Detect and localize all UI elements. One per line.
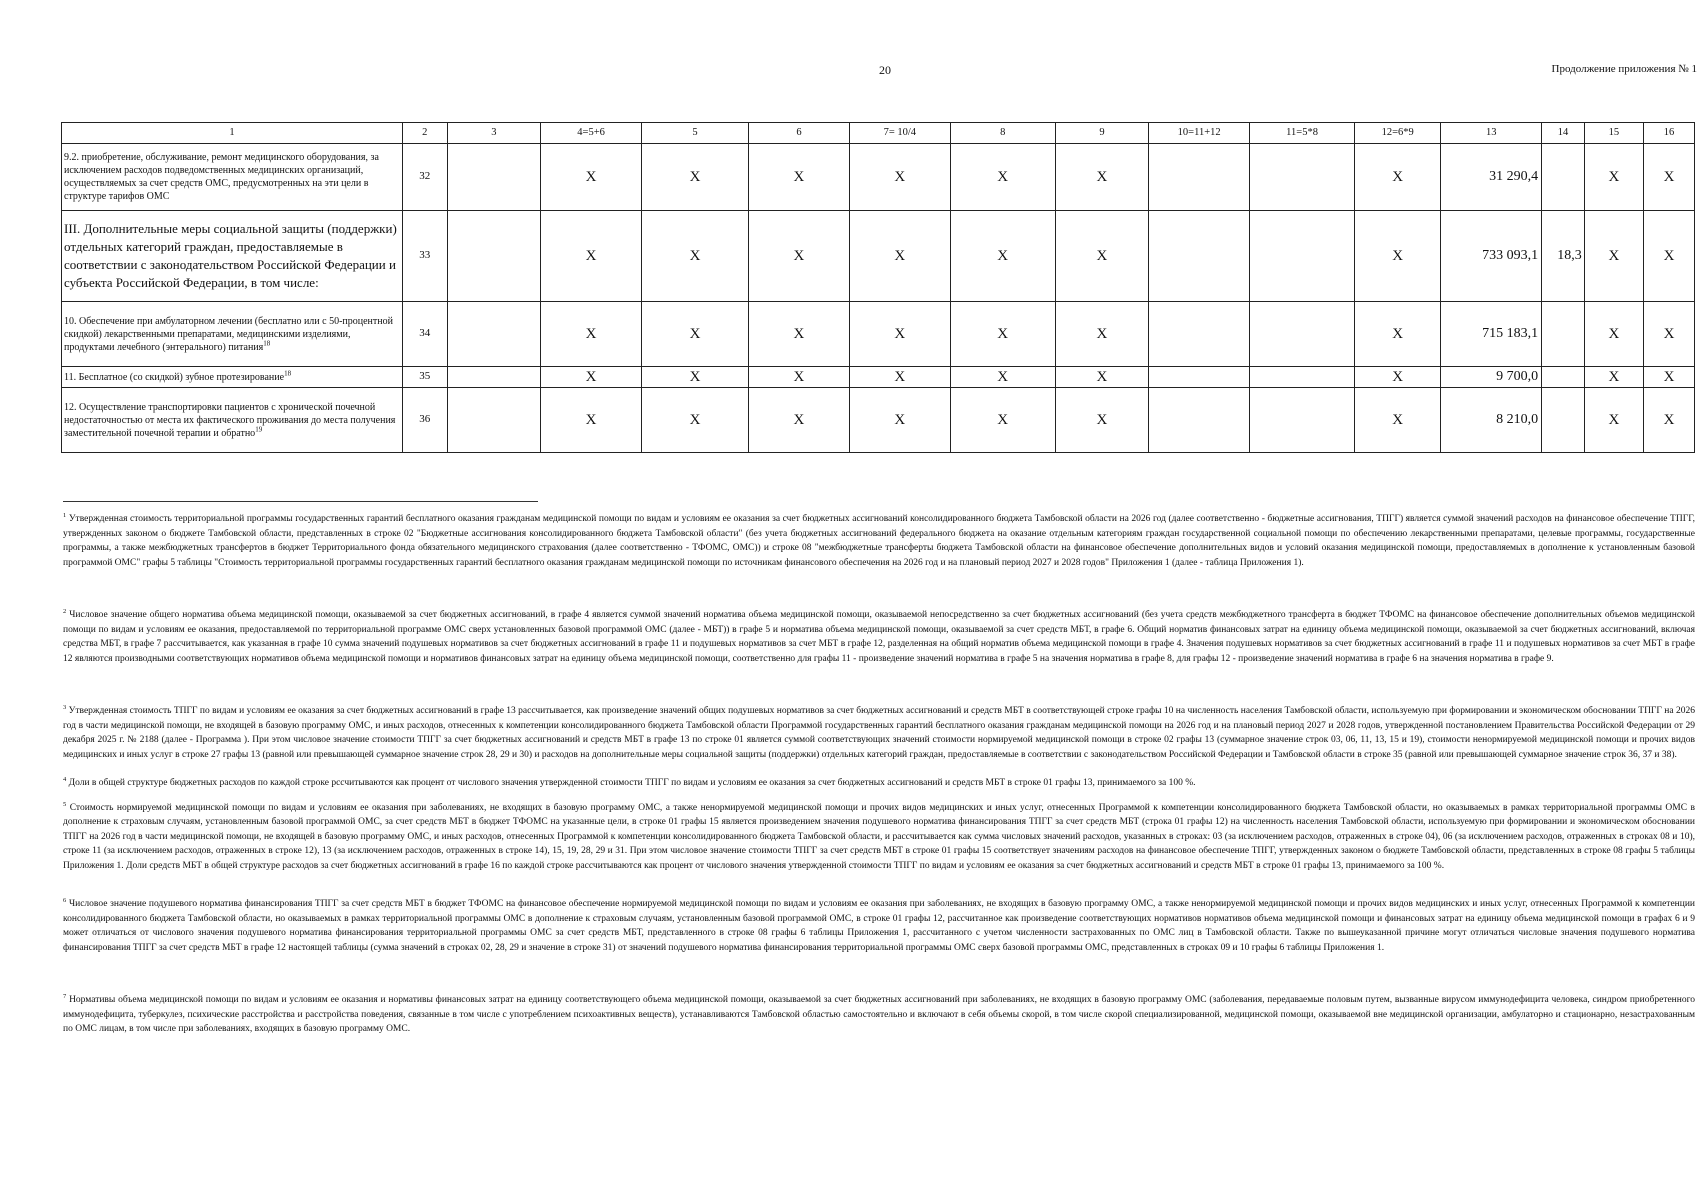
cell xyxy=(1149,388,1250,453)
cell xyxy=(1149,144,1250,211)
cell xyxy=(447,144,541,211)
cell-share xyxy=(1542,388,1585,453)
row-label: 12. Осуществление транспортировки пациентов с хронической почечной недостаточностью от места их фактического проживания до места получения заместительной почечной терапии и обратно$^{19}$ xyxy=(62,388,403,453)
cell-line-number: 32 xyxy=(402,144,447,211)
footnote xyxy=(63,776,1695,791)
cell: X xyxy=(541,144,642,211)
column-header: 11=5*8 xyxy=(1250,123,1355,144)
table-row xyxy=(62,388,1695,453)
cell-line-number: 34 xyxy=(402,302,447,367)
column-header: 3 xyxy=(447,123,541,144)
cell: X xyxy=(1055,144,1149,211)
cell: X xyxy=(749,144,850,211)
cell xyxy=(447,302,541,367)
column-header: 2 xyxy=(402,123,447,144)
cell: X xyxy=(749,367,850,388)
footnote xyxy=(63,704,1695,762)
cell-amount: 733 093,1 xyxy=(1441,211,1542,302)
cell: X xyxy=(849,388,950,453)
footnote-ref: 18 xyxy=(284,369,292,378)
cell: X xyxy=(541,211,642,302)
cell xyxy=(1250,302,1355,367)
cell: X xyxy=(1644,144,1695,211)
column-header: 16 xyxy=(1644,123,1695,144)
footnote-text: Утвержденная стоимость территориальной программы государственных гарантий бесплатного оказания гражданам медицинской помощи по видам и условиям ее оказания за счет бюджетных ассигнований консолидированного бюджета Тамбовской области на 2026 год (далее соответственно - бюджетные ассигнования, ТПГГ) является суммой значений расходов на финансовое обеспечение ТПГГ, утвержденных законом о бюджете Тамбовской области, представленных в строке 02 "Бюджетные ассигнования консолидированного бюджета Тамбовской области" (без учета бюджетных ассигнований федерального бюджета на оказание отдельным категориям граждан государственной социальной помощи по обеспечению лекарственными препаратами, целевые программы, государственные программы, а также межбюджетных трансфертов в бюджет Территориального фонда обязательного медицинского страхования (далее соответственно - ТФОМС, ОМС)) и строке 08 "межбюджетные трансферты бюджета Тамбовской области на финансовое обеспечение дополнительных видов и условий оказания медицинской помощи, предоставляемых в дополнение к установленным базовой программой ОМС" графы 5 таблицы "Стоимость территориальной программы государственных гарантий бесплатного оказания гражданам медицинской помощи по источникам финансового обеспечения на 2026 год и на плановый период 2027 и 2028 годов" Приложения 1 (далее - таблица Приложения 1). xyxy=(63,514,1696,568)
table-row xyxy=(62,367,1695,388)
cell: X xyxy=(642,388,749,453)
cell: X xyxy=(950,211,1055,302)
cell: X xyxy=(541,302,642,367)
column-header: 5 xyxy=(642,123,749,144)
footnote xyxy=(63,512,1695,570)
cell-share xyxy=(1542,144,1585,211)
cell-line-number: 36 xyxy=(402,388,447,453)
cell: X xyxy=(642,211,749,302)
column-header: 14 xyxy=(1542,123,1585,144)
cell xyxy=(447,388,541,453)
cell: X xyxy=(1644,302,1695,367)
cell: X xyxy=(1355,388,1441,453)
cell: X xyxy=(1644,211,1695,302)
cell: X xyxy=(1055,367,1149,388)
cell: X xyxy=(849,144,950,211)
cell xyxy=(1250,211,1355,302)
cell xyxy=(1250,144,1355,211)
footnote-text: Утвержденная стоимость ТПГГ по видам и условиям ее оказания за счет бюджетных ассигнований в графе 13 рассчитывается, как произведение значений общих подушевых нормативов за счет бюджетных ассигнований и средств МБТ в соответствующей строке графы 10 на численность населения Тамбовской области, используемую при формировании и экономическом обосновании ТПГГ на 2026 год в части медицинской помощи, не входящей в базовую программу ОМС, и иных расходов, отнесенных к компетенции консолидированного бюджета Тамбовской области Программой государственных гарантий бесплатного оказания гражданам медицинской помощи на 2026 год и на плановый период 2027 и 2028 годов, утвержденной постановлением Правительства Российской Федерации от 29 декабря 2025 г. № 2188 (далее - Программа ). При этом числовое значение стоимости ТПГГ за счет бюджетных ассигнований и средств МБТ в графе 13 по строке 01 является суммой соответствующих значений стоимости нормируемой медицинской помощи в строке 02 графы 13 (суммарное значение строк 03, 06, 11, 13, 15 и 19), стоимости ненормируемой медицинской помощи и прочих видов медицинских и иных услуг в строке 27 графы 13 (равной или превышающей суммарное значение строк 28, 29 и 30) и расходов на дополнительные меры социальной защиты (поддержки) отдельных категорий граждан, предоставляемые в соответствии с законодательством Российской Федерации и Тамбовской области в строке 35 (равной или превышающей суммарное значение строк 36, 37 и 38). xyxy=(63,706,1695,760)
cell: X xyxy=(1584,302,1643,367)
cell: X xyxy=(1355,367,1441,388)
cell: X xyxy=(950,367,1055,388)
page-number: 20 xyxy=(879,63,891,77)
cell xyxy=(1250,388,1355,453)
table-row xyxy=(62,211,1695,302)
table-header-row xyxy=(62,123,1695,144)
column-header: 6 xyxy=(749,123,850,144)
cell: X xyxy=(849,302,950,367)
cell-amount: 31 290,4 xyxy=(1441,144,1542,211)
cell: X xyxy=(1644,388,1695,453)
cell: X xyxy=(642,144,749,211)
cell: X xyxy=(642,367,749,388)
footnote-text: Стоимость нормируемой медицинской помощи по видам и условиям ее оказания при заболеваниях, не входящих в базовую программу ОМС, а также ненормируемой медицинской помощи и прочих видов медицинских и иных услуг, отнесенных Программой к компетенции консолидированного бюджета Тамбовской области, но оказываемых в рамках территориальной программы ОМС в дополнение к страховым случаям, установленным базовой программой ОМС, за счет средств МБТ в бюджет ТФОМС на указанные цели, в строке 01 графы 15 является произведением значения подушевого норматива финансирования ТПГГ за счет средств МБТ (строка 01 графы 12) на численность населения Тамбовской области, используемую при формировании и экономическом обосновании ТПГГ на 2026 год в части медицинской помощи, не входящей в базовую программу ОМС, и иных расходов, отнесенных Программой к компетенции консолидированного бюджета Тамбовской области, и рассчитывается как сумма числовых значений расходов, указанных в строках: 03 (за исключением расходов, отраженных в строке 04), 06 (за исключением расходов, отраженных в строках 08 и 10), строке 11 (за исключением расходов, отраженных в строке 12), 13 (за исключением расходов, отраженных в строке 14), 15, 19, 28, 29 и 31. При этом числовое значение стоимости ТПГГ за счет средств МБТ в строке 01 графы 15 соответствует значениям расходов на финансовое обеспечение ТПГГ, утвержденных законом о бюджете Тамбовской области, представленных в строке 08 графы 5 таблицы Приложения 1. Доли средств МБТ в общей структуре расходов за счет бюджетных ассигнований в графе 16 по каждой строке рассчитываются как процент от числового значения утвержденной стоимости ТПГГ по видам и условиям ее оказания за счет бюджетных ассигнований и средств МБТ в строке 01 графы 13, принимаемого за 100 %. xyxy=(63,802,1695,871)
cell xyxy=(1250,367,1355,388)
cell-line-number: 35 xyxy=(402,367,447,388)
row-label: III. Дополнительные меры социальной защиты (поддержки) отдельных категорий граждан, предоставляемые в соответствии с законодательством Российской Федерации и субъекта Российской Федерации, в том числе: xyxy=(62,211,403,302)
cell: X xyxy=(749,211,850,302)
cell xyxy=(447,211,541,302)
cell: X xyxy=(1355,144,1441,211)
column-header: 10=11+12 xyxy=(1149,123,1250,144)
footnote-text: Числовое значение общего норматива объема медицинской помощи, оказываемой за счет бюджетных ассигнований, в графе 4 является суммой значений норматива объема медицинской помощи, оказываемой непосредственно за счет бюджетных ассигнований (без учета средств межбюджетного трансферта в бюджет ТФОМС на финансовое обеспечение дополнительных объемов медицинской помощи по видам и условиям ее оказания, предоставляемой по территориальной программе ОМС сверх установленных базовой программой ОМС (далее - МБТ)) в графе 5 и норматива объема медицинской помощи, оказываемой за счет средств МБТ, в графе 6. Общий норматив финансовых затрат на единицу объема медицинской помощи, оказываемой за счет бюджетных ассигнований, включая средства МБТ, в графе 7 рассчитывается, как указанная в графе 10 сумма значений подушевых нормативов за счет бюджетных ассигнований в графе 11 и подушевых нормативов за счет МБТ в графе 12, разделенная на общий норматив объема медицинской помощи в графе 4. Значения подушевых нормативов за счет бюджетных ассигнований в графе 11 и подушевых нормативов за счет МБТ в графе 12 являются производными соответствующих нормативов объема медицинской помощи и нормативов финансовых затрат на единицу объема медицинской помощи, соответственно для графы 11 - произведение значений норматива в графе 5 на значения норматива в графе 8, для графы 12 - произведение значений норматива в графе 6 на значения норматива в графе 9. xyxy=(63,610,1695,664)
cell xyxy=(1149,211,1250,302)
cell: X xyxy=(1055,302,1149,367)
cell: X xyxy=(1584,144,1643,211)
cell-line-number: 33 xyxy=(402,211,447,302)
cell-share xyxy=(1542,367,1585,388)
cell xyxy=(447,367,541,388)
footnote-ref: 18 xyxy=(263,339,271,348)
footnote xyxy=(63,608,1695,666)
footnote-number: 6 xyxy=(63,896,67,904)
footnote-number: 7 xyxy=(63,992,67,1000)
cell: X xyxy=(749,388,850,453)
cell: X xyxy=(1355,211,1441,302)
column-header: 1 xyxy=(62,123,403,144)
cell-amount: 8 210,0 xyxy=(1441,388,1542,453)
cell: X xyxy=(1584,388,1643,453)
column-header: 8 xyxy=(950,123,1055,144)
appendix-continuation-label: Продолжение приложения № 1 xyxy=(1551,63,1697,75)
cell-amount: 9 700,0 xyxy=(1441,367,1542,388)
row-label: 10. Обеспечение при амбулаторном лечении (бесплатно или с 50-процентной скидкой) лекарственными препаратами, медицинскими изделиями, продуктами лечебного (энтерального) питания$^{18}$ xyxy=(62,302,403,367)
cell: X xyxy=(849,211,950,302)
column-header: 4=5+6 xyxy=(541,123,642,144)
footnote-number: 1 xyxy=(63,511,67,519)
footnote-number: 2 xyxy=(63,607,67,615)
cell: X xyxy=(950,302,1055,367)
cell: X xyxy=(849,367,950,388)
footnote-text: Числовое значение подушевого норматива финансирования ТПГГ за счет средств МБТ в бюджет ТФОМС на финансовое обеспечение нормируемой медицинской помощи по видам и условиям ее оказания при заболеваниях, не входящих в базовую программу ОМС, а также ненормируемой медицинской помощи и прочих видов медицинских и иных услуг, отнесенных Программой к компетенции консолидированного бюджета Тамбовской области, но оказываемых в рамках территориальной программы ОМС в дополнение к страховым случаям, установленным базовой программой ОМС, в строке 01 графы 12, рассчитанное как произведение соответствующих нормативов нормативов объема медицинской помощи и финансовых затрат на единицу объема медицинской помощи в графах 6 и 9 может отличаться от числового значения подушевого норматива финансирования территориальной программы ОМС за счет средств МБТ, представленного в строке 08 графы 6 таблицы Приложения 1, рассчитанного с учетом численности застрахованных по ОМС лиц в Тамбовской области. Также по вышеуказанной причине могут отличаться числовые значения подушевого норматива финансирования ТПГГ за счет средств МБТ в графе 12 настоящей таблицы (сумма значений в строках 02, 28, 29 и значение в строке 31) от значений подушевого норматива финансирования территориальной программы ОМС сверх базовой программы ОМС, представленных в строках 09 и 10 графы 6 таблицы Приложения 1. xyxy=(63,899,1696,953)
cell: X xyxy=(749,302,850,367)
cell-share xyxy=(1542,302,1585,367)
cell xyxy=(1149,302,1250,367)
footnote xyxy=(63,801,1695,874)
footnote-text: Нормативы объема медицинской помощи по видам и условиям ее оказания и нормативы финансовых затрат на единицу соответствующего объема медицинской помощи, оказываемой за счет бюджетных ассигнований при заболеваниях, не входящих в базовую программу ОМС (заболевания, передаваемые половым путем, вызванные вирусом иммунодефицита человека, синдром приобретенного иммунодефицита, туберкулез, психические расстройства и расстройства поведения, связанные в том числе с употреблением психоактивных веществ), устанавливаются Тамбовской областью самостоятельно и включают в себя объемы скорой, в том числе скорой специализированной, медицинской помощи, оказываемой вне медицинской организации, амбулаторно и стационарно, незастрахованным по ОМС лицам, в том числе при заболеваниях, входящих в базовую программу ОМС. xyxy=(63,995,1696,1034)
cell-amount: 715 183,1 xyxy=(1441,302,1542,367)
cell: X xyxy=(1355,302,1441,367)
column-header: 9 xyxy=(1055,123,1149,144)
cell: X xyxy=(1584,211,1643,302)
cell: X xyxy=(950,144,1055,211)
column-header: 7= 10/4 xyxy=(849,123,950,144)
budget-table xyxy=(61,122,1695,453)
cell: X xyxy=(642,302,749,367)
footnote-divider xyxy=(63,501,538,502)
footnote-number: 4 xyxy=(63,775,67,783)
footnote-number: 5 xyxy=(63,800,67,808)
table-row xyxy=(62,144,1695,211)
column-header: 13 xyxy=(1441,123,1542,144)
footnotes-section xyxy=(63,512,1695,1037)
cell: X xyxy=(1644,367,1695,388)
cell-share: 18,3 xyxy=(1542,211,1585,302)
cell: X xyxy=(1055,388,1149,453)
footnote-ref: 19 xyxy=(255,425,263,434)
cell: X xyxy=(1584,367,1643,388)
footnote-text: Доли в общей структуре бюджетных расходов по каждой строке рссчитываются как процент от числового значения утвержденной стоимости ТПГГ по видам и условиям ее оказания за счет бюджетных ассигнований и средств МБТ в строке 01 графы 13, принимаемого за 100 %. xyxy=(68,778,1196,788)
column-header: 12=6*9 xyxy=(1355,123,1441,144)
row-label: 11. Бесплатное (со скидкой) зубное протезирование$^{18}$ xyxy=(62,367,403,388)
cell xyxy=(1149,367,1250,388)
row-label: 9.2. приобретение, обслуживание, ремонт медицинского оборудования, за исключением расходов подведомственных медицинских организаций, осуществляемых за счет средств ОМС, предусмотренных на эти цели в структуре тарифов ОМС xyxy=(62,144,403,211)
cell: X xyxy=(541,388,642,453)
footnote xyxy=(63,897,1695,955)
cell: X xyxy=(950,388,1055,453)
cell: X xyxy=(1055,211,1149,302)
cell: X xyxy=(541,367,642,388)
table-row xyxy=(62,302,1695,367)
column-header: 15 xyxy=(1584,123,1643,144)
footnote-number: 3 xyxy=(63,703,67,711)
footnote xyxy=(63,993,1695,1037)
